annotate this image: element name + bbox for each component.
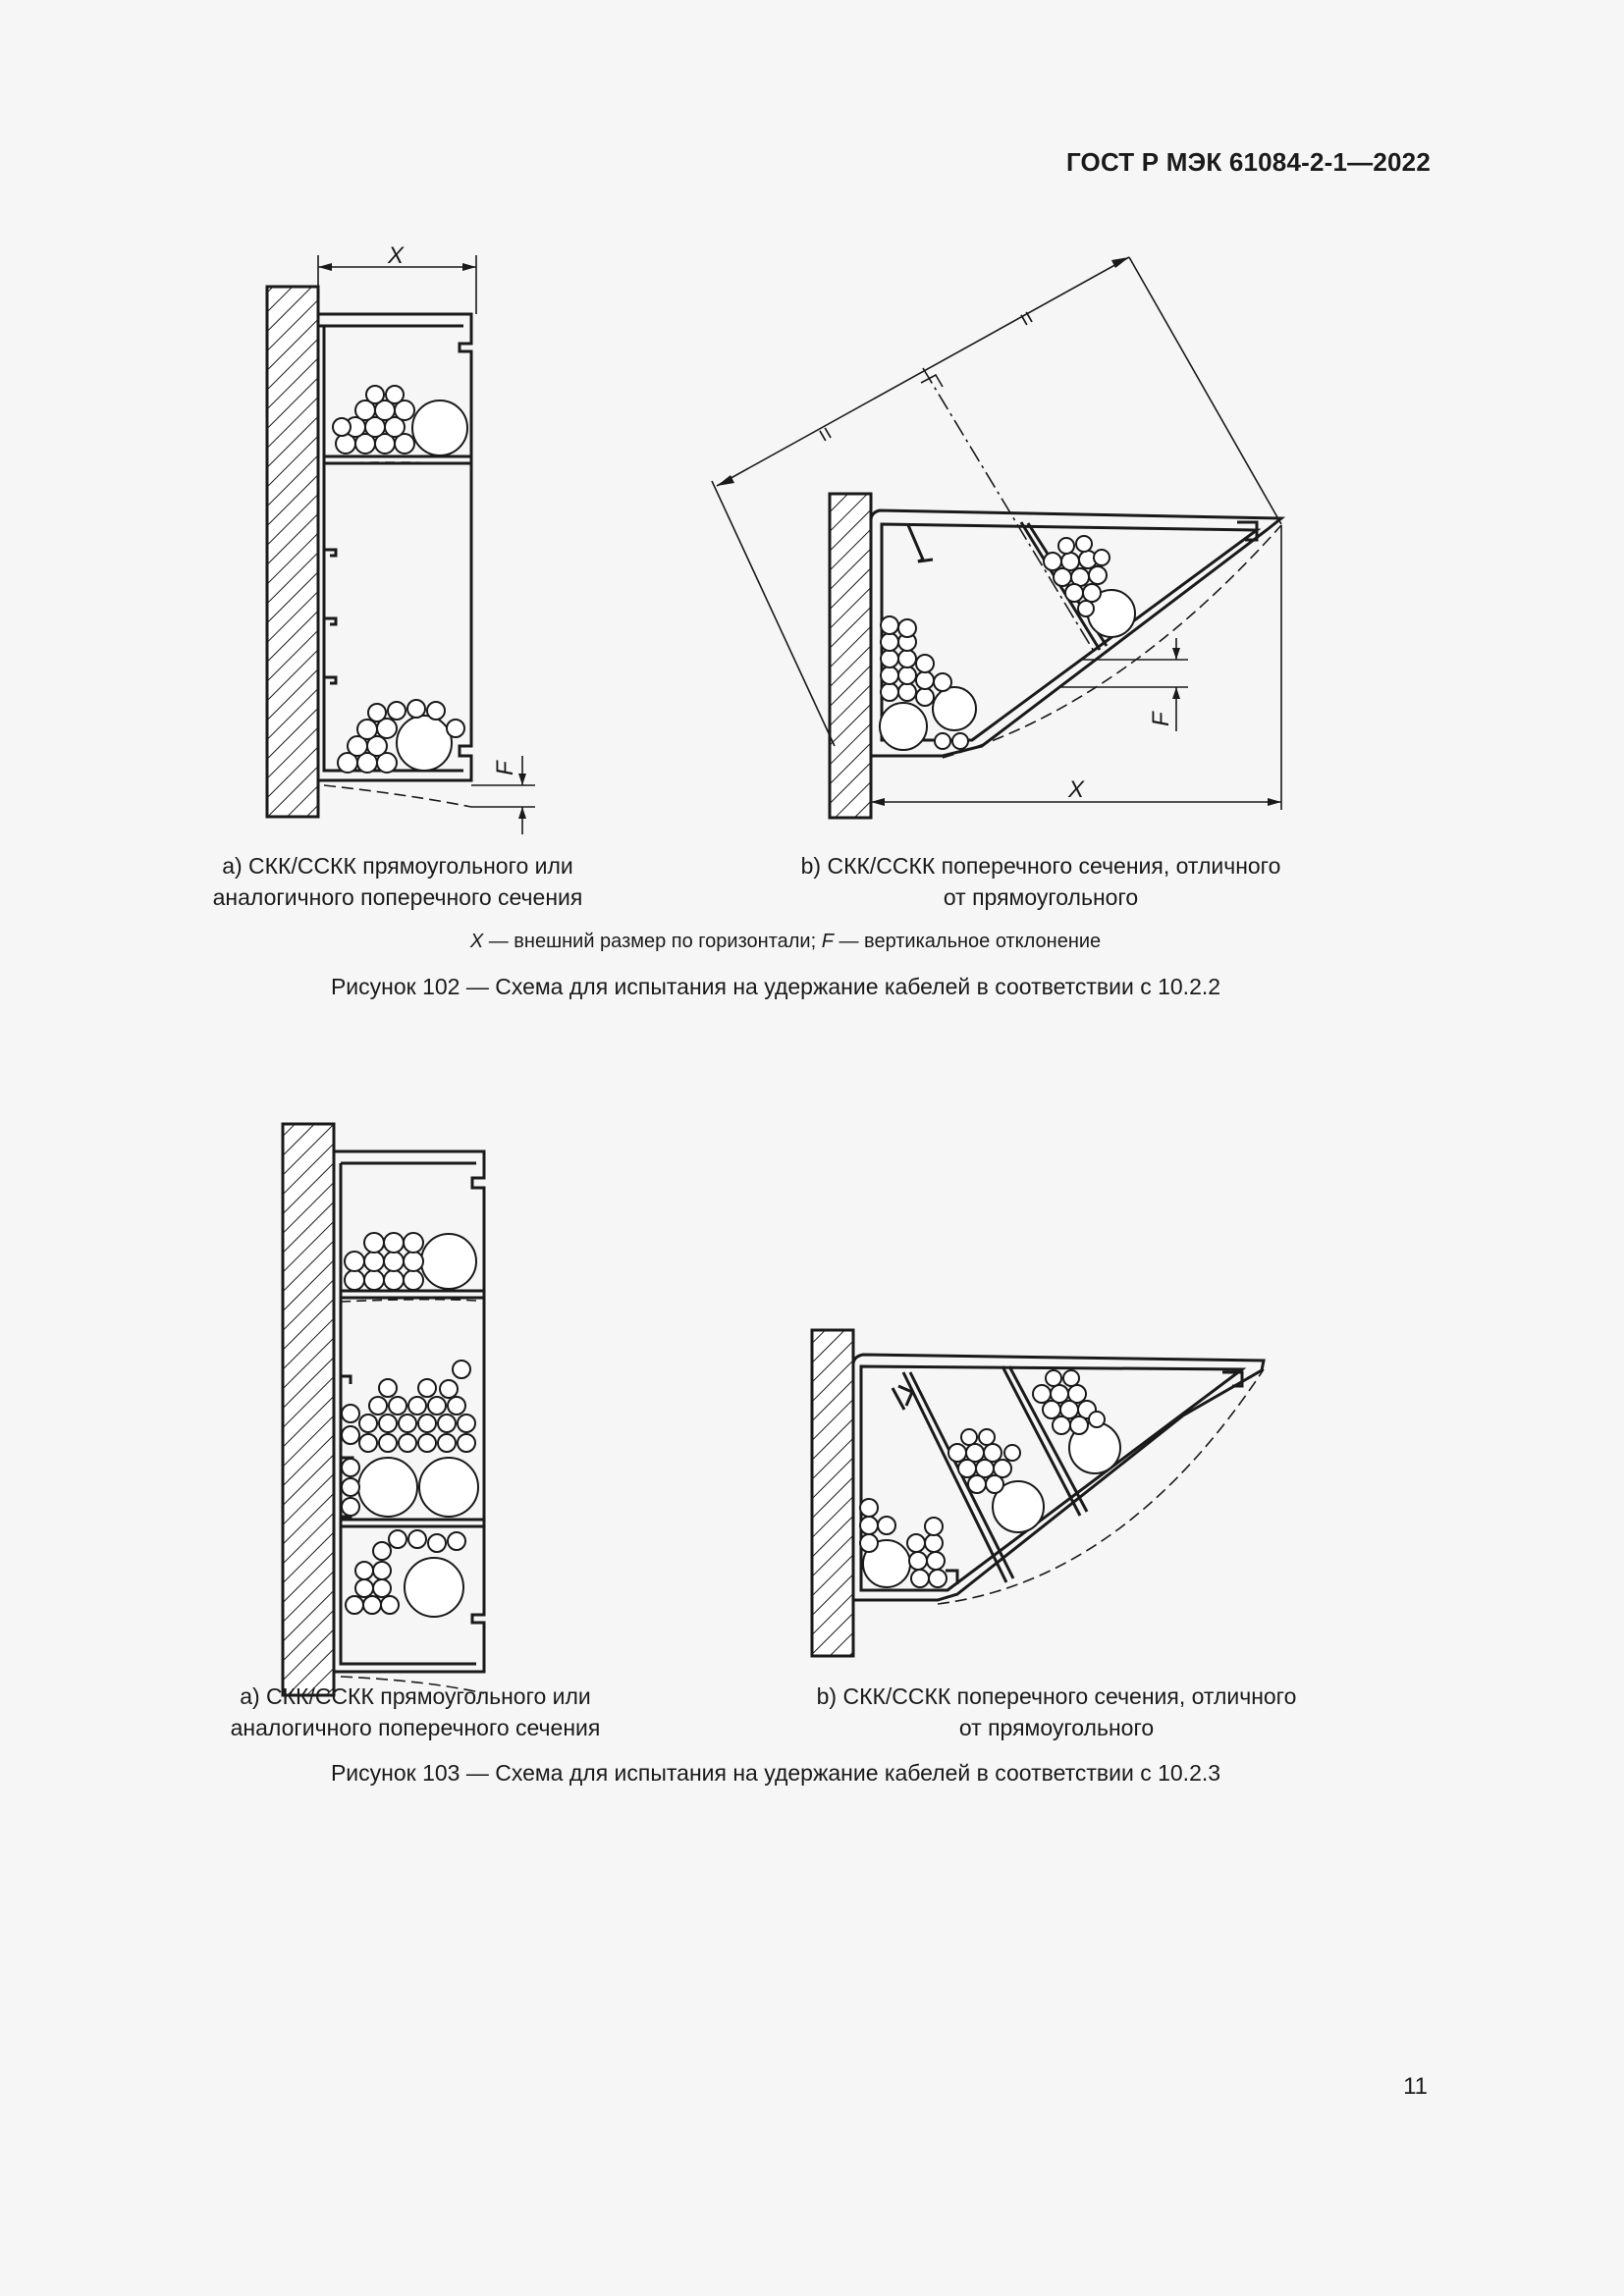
equal-mark-right: =: [1010, 305, 1042, 332]
cable-bundle-upper: [333, 386, 467, 455]
dimension-x-label: X: [388, 242, 405, 269]
cable-bundle-middle: [948, 1429, 1044, 1532]
figure-102b-caption: b) СКК/ССКК поперечного сечения, отличного от прямоугольного: [800, 853, 1281, 910]
cable-bundle-top: [345, 1233, 476, 1290]
figure-102a-diagram: [255, 242, 550, 834]
cable-bundle-middle: [342, 1361, 478, 1517]
cable-bundle-left: [880, 616, 976, 750]
cable-bundle-right: [1033, 1370, 1120, 1473]
wall-hatched: [812, 1330, 853, 1656]
figure-103b-diagram: [810, 1325, 1281, 1659]
equal-mark-left: =: [809, 421, 840, 448]
cable-bundle-lower: [338, 700, 464, 773]
figure-103-title: Рисунок 103 — Схема для испытания на удержание кабелей в соответствии с 10.2.3: [330, 1760, 1221, 1786]
cable-bundle-right: [1044, 536, 1135, 637]
page-number: 11: [1403, 2073, 1428, 2100]
figure-103a-diagram: [280, 1119, 515, 1708]
document-header: ГОСТ Р МЭК 61084-2-1—2022: [1065, 147, 1431, 177]
deflection-f-label: F: [492, 761, 518, 775]
figure-102-legend: X — внешний размер по горизонтали; F — вертикальное отклонение: [469, 931, 1102, 952]
cable-bundle-left: [860, 1499, 947, 1587]
dimension-x-label: X: [1068, 776, 1085, 803]
cable-bundle-bottom: [346, 1530, 465, 1617]
deflection-f-label: F: [1148, 712, 1174, 726]
wall-hatched: [267, 287, 318, 817]
wall-hatched: [830, 494, 871, 818]
figure-102b-diagram: [707, 245, 1316, 834]
wall-hatched: [283, 1124, 334, 1695]
figure-103b-caption: b) СКК/ССКК поперечного сечения, отличного от прямоугольного: [816, 1683, 1297, 1740]
figure-102-title: Рисунок 102 — Схема для испытания на удержание кабелей в соответствии с 10.2.2: [330, 974, 1221, 999]
figure-103a-caption: a) СКК/ССКК прямоугольного или аналогичного поперечного сечения: [230, 1683, 601, 1740]
figure-102a-caption: a) СКК/ССКК прямоугольного или аналогичного поперечного сечения: [212, 853, 583, 910]
